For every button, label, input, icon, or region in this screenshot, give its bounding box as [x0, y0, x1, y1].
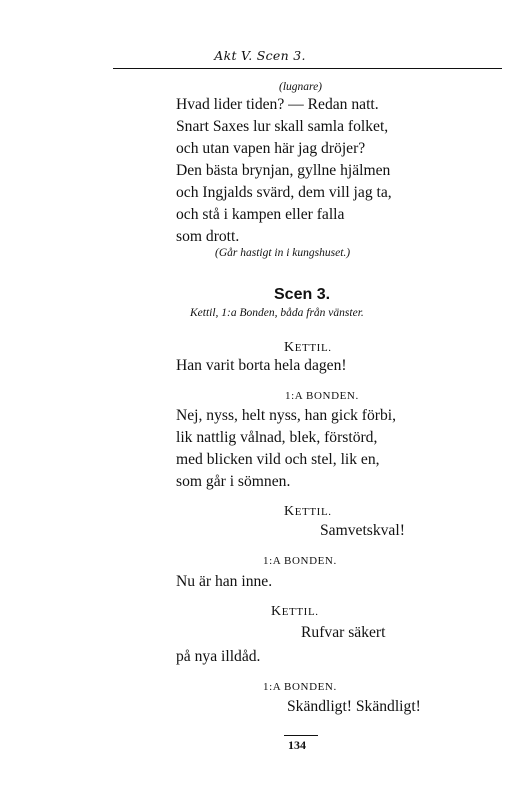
speaker-kettil: KETTIL. — [284, 504, 332, 519]
verse-line: Hvad lider tiden? — Redan natt. — [176, 96, 379, 113]
verse-block — [176, 94, 392, 248]
verse-line: och Ingjalds svärd, dem vill jag ta, — [176, 184, 392, 201]
running-header: Akt V. Scen 3. — [214, 48, 306, 63]
verse-line: och utan vapen här jag dröjer? — [176, 140, 366, 157]
stage-direction-lugnare: (lugnare) — [279, 81, 323, 93]
dialogue-line: Han varit borta hela dagen! — [176, 357, 347, 374]
dialogue-line: Nu är han inne. — [176, 573, 273, 590]
dialogue-line: som går i sömnen. — [176, 473, 291, 490]
footer-rule — [284, 735, 318, 736]
dialogue-line: Samvetskval! — [320, 522, 405, 539]
verse-line: Den bästa brynjan, gyllne hjälmen — [176, 162, 391, 179]
dialogue-block — [176, 405, 396, 493]
speaker-kettil: KETTIL. — [284, 340, 332, 355]
scene-cast: Kettil, 1:a Bonden, båda från vänster. — [190, 307, 364, 319]
scene-title: Scen 3. — [274, 286, 331, 303]
dialogue-line: på nya illdåd. — [176, 648, 261, 665]
header-rule — [113, 68, 502, 69]
verse-line: Snart Saxes lur skall samla folket, — [176, 118, 389, 135]
dialogue-line: Skändligt! Skändligt! — [287, 698, 421, 715]
dialogue-line: Rufvar säkert — [301, 624, 386, 641]
dialogue-line: Nej, nyss, helt nyss, han gick förbi, — [176, 407, 397, 424]
verse-line: och stå i kampen eller falla — [176, 206, 345, 223]
speaker-kettil: KETTIL. — [271, 604, 319, 619]
speaker-bonden: 1:A BONDEN. — [263, 681, 337, 693]
speaker-bonden: 1:A BONDEN. — [263, 555, 337, 567]
dialogue-line: lik nattlig vålnad, blek, förstörd, — [176, 429, 378, 446]
stage-direction-exit: (Går hastigt in i kungshuset.) — [215, 247, 351, 259]
dialogue-line: med blicken vild och stel, lik en, — [176, 451, 380, 468]
speaker-bonden: 1:A BONDEN. — [285, 390, 359, 402]
verse-line: som drott. — [176, 228, 240, 245]
page-number: 134 — [288, 738, 306, 752]
